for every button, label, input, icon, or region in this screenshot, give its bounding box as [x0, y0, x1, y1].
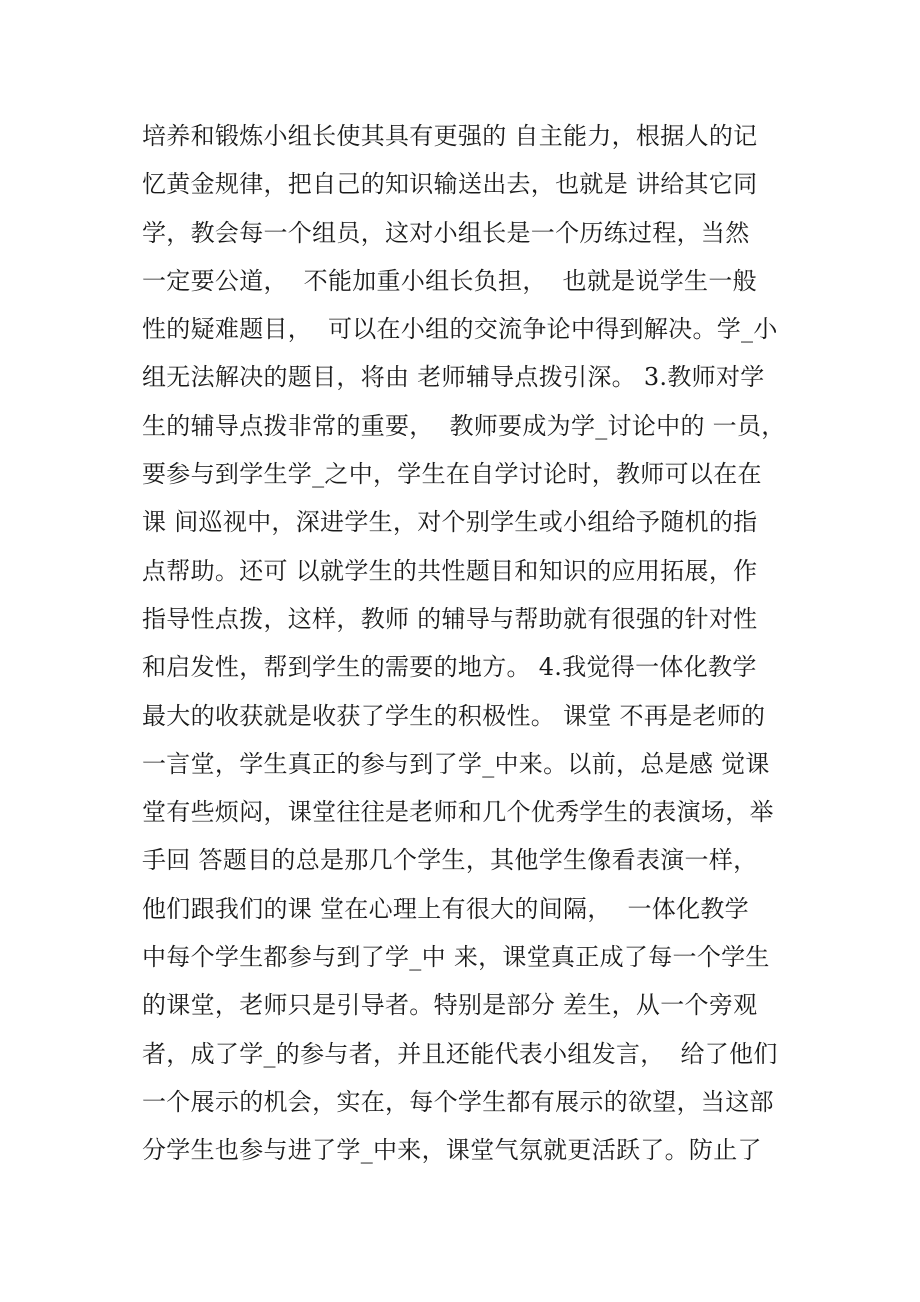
- text-line-21: 一个展示的机会，实在，每个学生都有展示的欲望，当这部: [142, 1087, 774, 1116]
- text-line-18: 中每个学生都参与到了学_中 来，课堂真正成了每一个学生: [142, 943, 770, 972]
- text-line-22: 分学生也参与进了学_中来，课堂气氛就更活跃了。防止了: [142, 1136, 762, 1165]
- text-line-19: 的课堂，老师只是引导者。特别是部分 差生，从一个旁观: [142, 991, 758, 1020]
- text-line-9: 课 间巡视中，深进学生，对个别学生或小组给予随机的指: [142, 508, 758, 537]
- text-line-14: 一言堂，学生真正的参与到了学_中来。以前，总是感 觉课: [142, 749, 770, 778]
- text-line-17: 他们跟我们的课 堂在心理上有很大的间隔， 一体化教学: [142, 894, 749, 923]
- text-line-3: 学，教会每一个组员，这对小组长是一个历练过程，当然: [142, 218, 750, 247]
- text-line-11: 指导性点拨，这样，教师 的辅导与帮助就有很强的针对性: [142, 604, 758, 633]
- text-line-8: 要参与到学生学_之中，学生在自学讨论时，教师可以在在: [142, 460, 762, 489]
- text-line-1: 培养和锻炼小组长使其具有更强的 自主能力，根据人的记: [142, 122, 758, 150]
- text-line-13: 最大的收获就是收获了学生的积极性。 课堂 不再是老师的: [142, 701, 766, 730]
- text-line-6: 组无法解决的题目，将由 老师辅导点拨引深。 3.教师对学: [142, 363, 765, 392]
- text-line-16: 手回 答题目的总是那几个学生，其他学生像看表演一样，: [142, 846, 758, 875]
- text-line-20: 者，成了学_的参与者，并且还能代表小组发言， 给了他们: [142, 1039, 778, 1068]
- text-line-5: 性的疑难题目， 可以在小组的交流争论中得到解决。学_小: [142, 315, 778, 344]
- text-line-10: 点帮助。还可 以就学生的共性题目和知识的应用拓展，作: [142, 556, 758, 585]
- text-line-2: 忆黄金规律，把自己的知识输送出去，也就是 讲给其它同: [142, 170, 758, 199]
- text-line-7: 生的辅导点拨非常的重要， 教师要成为学_讨论中的 一员，: [142, 411, 786, 440]
- body-text: [142, 112, 792, 1175]
- text-line-12: 和启发性，帮到学生的需要的地方。 4.我觉得一体化教学: [142, 653, 757, 682]
- text-line-4: 一定要公道， 不能加重小组长负担， 也就是说学生一般: [142, 266, 757, 295]
- text-line-15: 堂有些烦闷，课堂往往是老师和几个优秀学生的表演场，举: [142, 798, 774, 827]
